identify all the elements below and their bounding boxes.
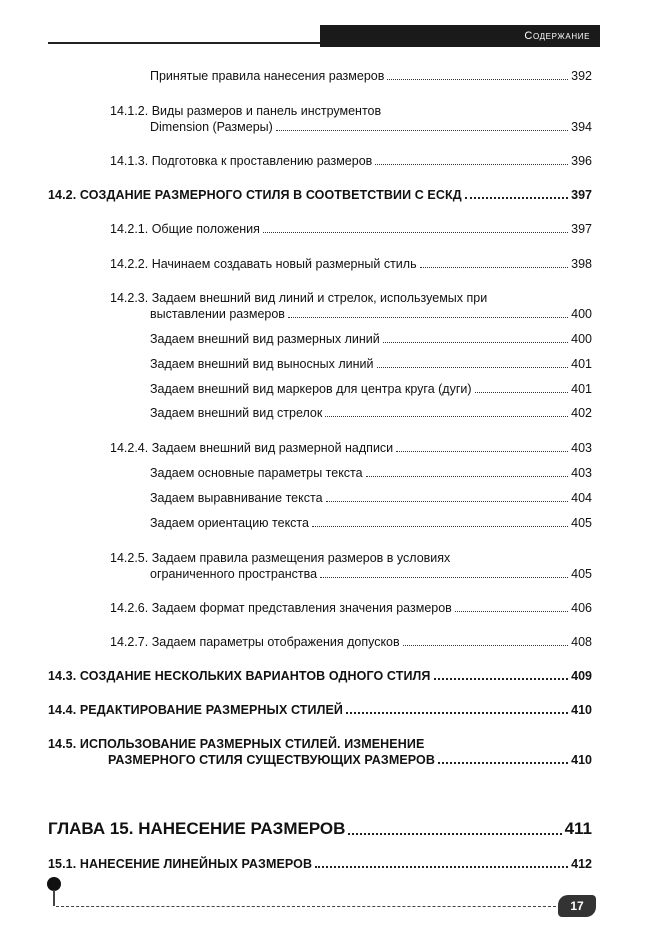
- toc-entry-title: ГЛАВА 15. НАНЕСЕНИЕ РАЗМЕРОВ: [48, 819, 346, 838]
- toc-page-number: 404: [571, 491, 592, 505]
- toc-entry[interactable]: [150, 465, 592, 481]
- toc-leader-dots: [325, 416, 568, 417]
- toc-entry-title: Задаем внешний вид стрелок: [150, 406, 323, 420]
- header-rule: [48, 42, 324, 44]
- toc-entry[interactable]: [150, 331, 592, 347]
- toc-entry-title-cont: РАЗМЕРНОГО СТИЛЯ СУЩЕСТВУЮЩИХ РАЗМЕРОВ: [108, 753, 435, 767]
- toc-entry-title: 14.3. СОЗДАНИЕ НЕСКОЛЬКИХ ВАРИАНТОВ ОДНОГО СТИЛЯ: [48, 669, 431, 683]
- toc-entry-title: 14.2.1. Общие положения: [110, 222, 260, 236]
- toc-entry[interactable]: [150, 515, 592, 531]
- toc-leader-dots: [315, 866, 568, 868]
- toc-leader-dots: [348, 833, 561, 835]
- toc-leader-dots: [377, 367, 569, 368]
- toc-leader-dots: [420, 267, 569, 268]
- toc-entry[interactable]: [150, 356, 592, 372]
- toc-leader-dots: [326, 501, 569, 502]
- toc-entry[interactable]: [110, 600, 592, 616]
- toc-page-number: 403: [571, 441, 592, 455]
- toc-leader-dots: [320, 577, 568, 578]
- toc-page-number: 410: [571, 753, 592, 767]
- toc-entry-title: 14.2.4. Задаем внешний вид размерной надписи: [110, 441, 394, 455]
- toc-entry-title: Задаем основные параметры текста: [150, 466, 363, 480]
- toc-entry[interactable]: [150, 68, 592, 84]
- toc-entry[interactable]: [110, 103, 592, 135]
- toc-leader-dots: [288, 317, 568, 318]
- toc-entry[interactable]: [150, 405, 592, 421]
- toc-leader-dots: [263, 232, 568, 233]
- toc-page-number: 402: [571, 406, 592, 420]
- toc-leader-dots: [366, 476, 569, 477]
- toc-entry-title: 14.1.2. Виды размеров и панель инструментов: [110, 104, 382, 118]
- section-header: Содержание: [320, 25, 600, 47]
- toc-entry[interactable]: [110, 221, 592, 237]
- toc-entry-title-cont: ограниченного пространства: [150, 567, 318, 581]
- toc-entry-title: 15.1. НАНЕСЕНИЕ ЛИНЕЙНЫХ РАЗМЕРОВ: [48, 857, 313, 871]
- toc-leader-dots: [312, 526, 568, 527]
- toc-entry-title: 14.4. РЕДАКТИРОВАНИЕ РАЗМЕРНЫХ СТИЛЕЙ: [48, 703, 343, 717]
- toc-page-number: 400: [571, 307, 592, 321]
- toc-leader-dots: [455, 611, 568, 612]
- toc-entry[interactable]: [110, 634, 592, 650]
- toc-page-number: 410: [571, 703, 592, 717]
- toc-section-entry[interactable]: [48, 702, 592, 718]
- toc-page-number: 409: [571, 669, 592, 683]
- footer-dashed-line: [56, 906, 556, 907]
- toc-page-number: 405: [571, 567, 592, 581]
- toc-page-number: 397: [571, 188, 592, 202]
- toc-page-number: 400: [571, 332, 592, 346]
- toc-entry-title: Принятые правила нанесения размеров: [150, 69, 385, 83]
- footer-bullet: [47, 877, 61, 891]
- toc-page-number: 401: [571, 357, 592, 371]
- toc-entry-title: 14.2.6. Задаем формат представления значения размеров: [110, 601, 452, 615]
- toc-page-number: 406: [571, 601, 592, 615]
- toc-section-entry[interactable]: [48, 187, 592, 203]
- toc-entry-title: 14.2.5. Задаем правила размещения размеров в условиях: [110, 551, 451, 565]
- toc-entry-title: 14.2.2. Начинаем создавать новый размерный стиль: [110, 257, 417, 271]
- toc-entry[interactable]: [150, 490, 592, 506]
- toc-leader-dots: [375, 164, 568, 165]
- toc-page-number: 408: [571, 635, 592, 649]
- toc-page-number: 398: [571, 257, 592, 271]
- toc-leader-dots: [465, 197, 568, 199]
- toc-page-number: 403: [571, 466, 592, 480]
- toc-entry-title: Задаем ориентацию текста: [150, 516, 309, 530]
- toc-leader-dots: [434, 678, 569, 680]
- toc-section-entry[interactable]: [48, 736, 592, 768]
- toc-entry-title: Задаем внешний вид выносных линий: [150, 357, 374, 371]
- toc-page-number: 411: [564, 819, 592, 838]
- footer-stem: [53, 890, 55, 906]
- toc-leader-dots: [276, 130, 568, 131]
- toc-leader-dots: [396, 451, 568, 452]
- toc-entry-title-cont: выставлении размеров: [150, 307, 285, 321]
- toc-page-number: 412: [571, 857, 592, 871]
- toc-leader-dots: [387, 79, 568, 80]
- toc-entry-title: 14.2. СОЗДАНИЕ РАЗМЕРНОГО СТИЛЯ В СООТВЕТСТВИИ С ЕСКД: [48, 188, 462, 202]
- toc-page-number: 392: [571, 69, 592, 83]
- toc-entry-title: 14.2.7. Задаем параметры отображения допусков: [110, 635, 400, 649]
- toc-entry-title: Задаем выравнивание текста: [150, 491, 323, 505]
- toc-section-entry[interactable]: [48, 668, 592, 684]
- toc-entry[interactable]: [110, 550, 592, 582]
- toc-page-number: 394: [571, 120, 592, 134]
- toc-page-number: 397: [571, 222, 592, 236]
- toc-entry-title: Задаем внешний вид размерных линий: [150, 332, 380, 346]
- toc-leader-dots: [438, 762, 568, 764]
- toc-entry[interactable]: [110, 256, 592, 272]
- toc-entry[interactable]: [110, 153, 592, 169]
- toc-chapter-entry[interactable]: [48, 819, 592, 839]
- toc-entry-title-cont: Dimension (Размеры): [150, 120, 273, 134]
- toc-page-number: 405: [571, 516, 592, 530]
- toc-entry[interactable]: [110, 290, 592, 322]
- toc-entry-title: Задаем внешний вид маркеров для центра круга (дуги): [150, 382, 472, 396]
- toc-leader-dots: [383, 342, 568, 343]
- page-number-badge: 17: [558, 895, 596, 917]
- toc-page-number: 396: [571, 154, 592, 168]
- toc-entry[interactable]: [150, 381, 592, 397]
- toc-entry-title: 14.5. ИСПОЛЬЗОВАНИЕ РАЗМЕРНЫХ СТИЛЕЙ. ИЗМЕНЕНИЕ: [48, 737, 425, 751]
- toc-leader-dots: [475, 392, 569, 393]
- toc-leader-dots: [403, 645, 568, 646]
- toc-entry-title: 14.2.3. Задаем внешний вид линий и стрелок, используемых при: [110, 291, 488, 305]
- toc-leader-dots: [346, 712, 568, 714]
- toc-entry[interactable]: [110, 440, 592, 456]
- toc-page-number: 401: [571, 382, 592, 396]
- toc-section-entry[interactable]: [48, 856, 592, 872]
- toc-entry-title: 14.1.3. Подготовка к проставлению размеров: [110, 154, 373, 168]
